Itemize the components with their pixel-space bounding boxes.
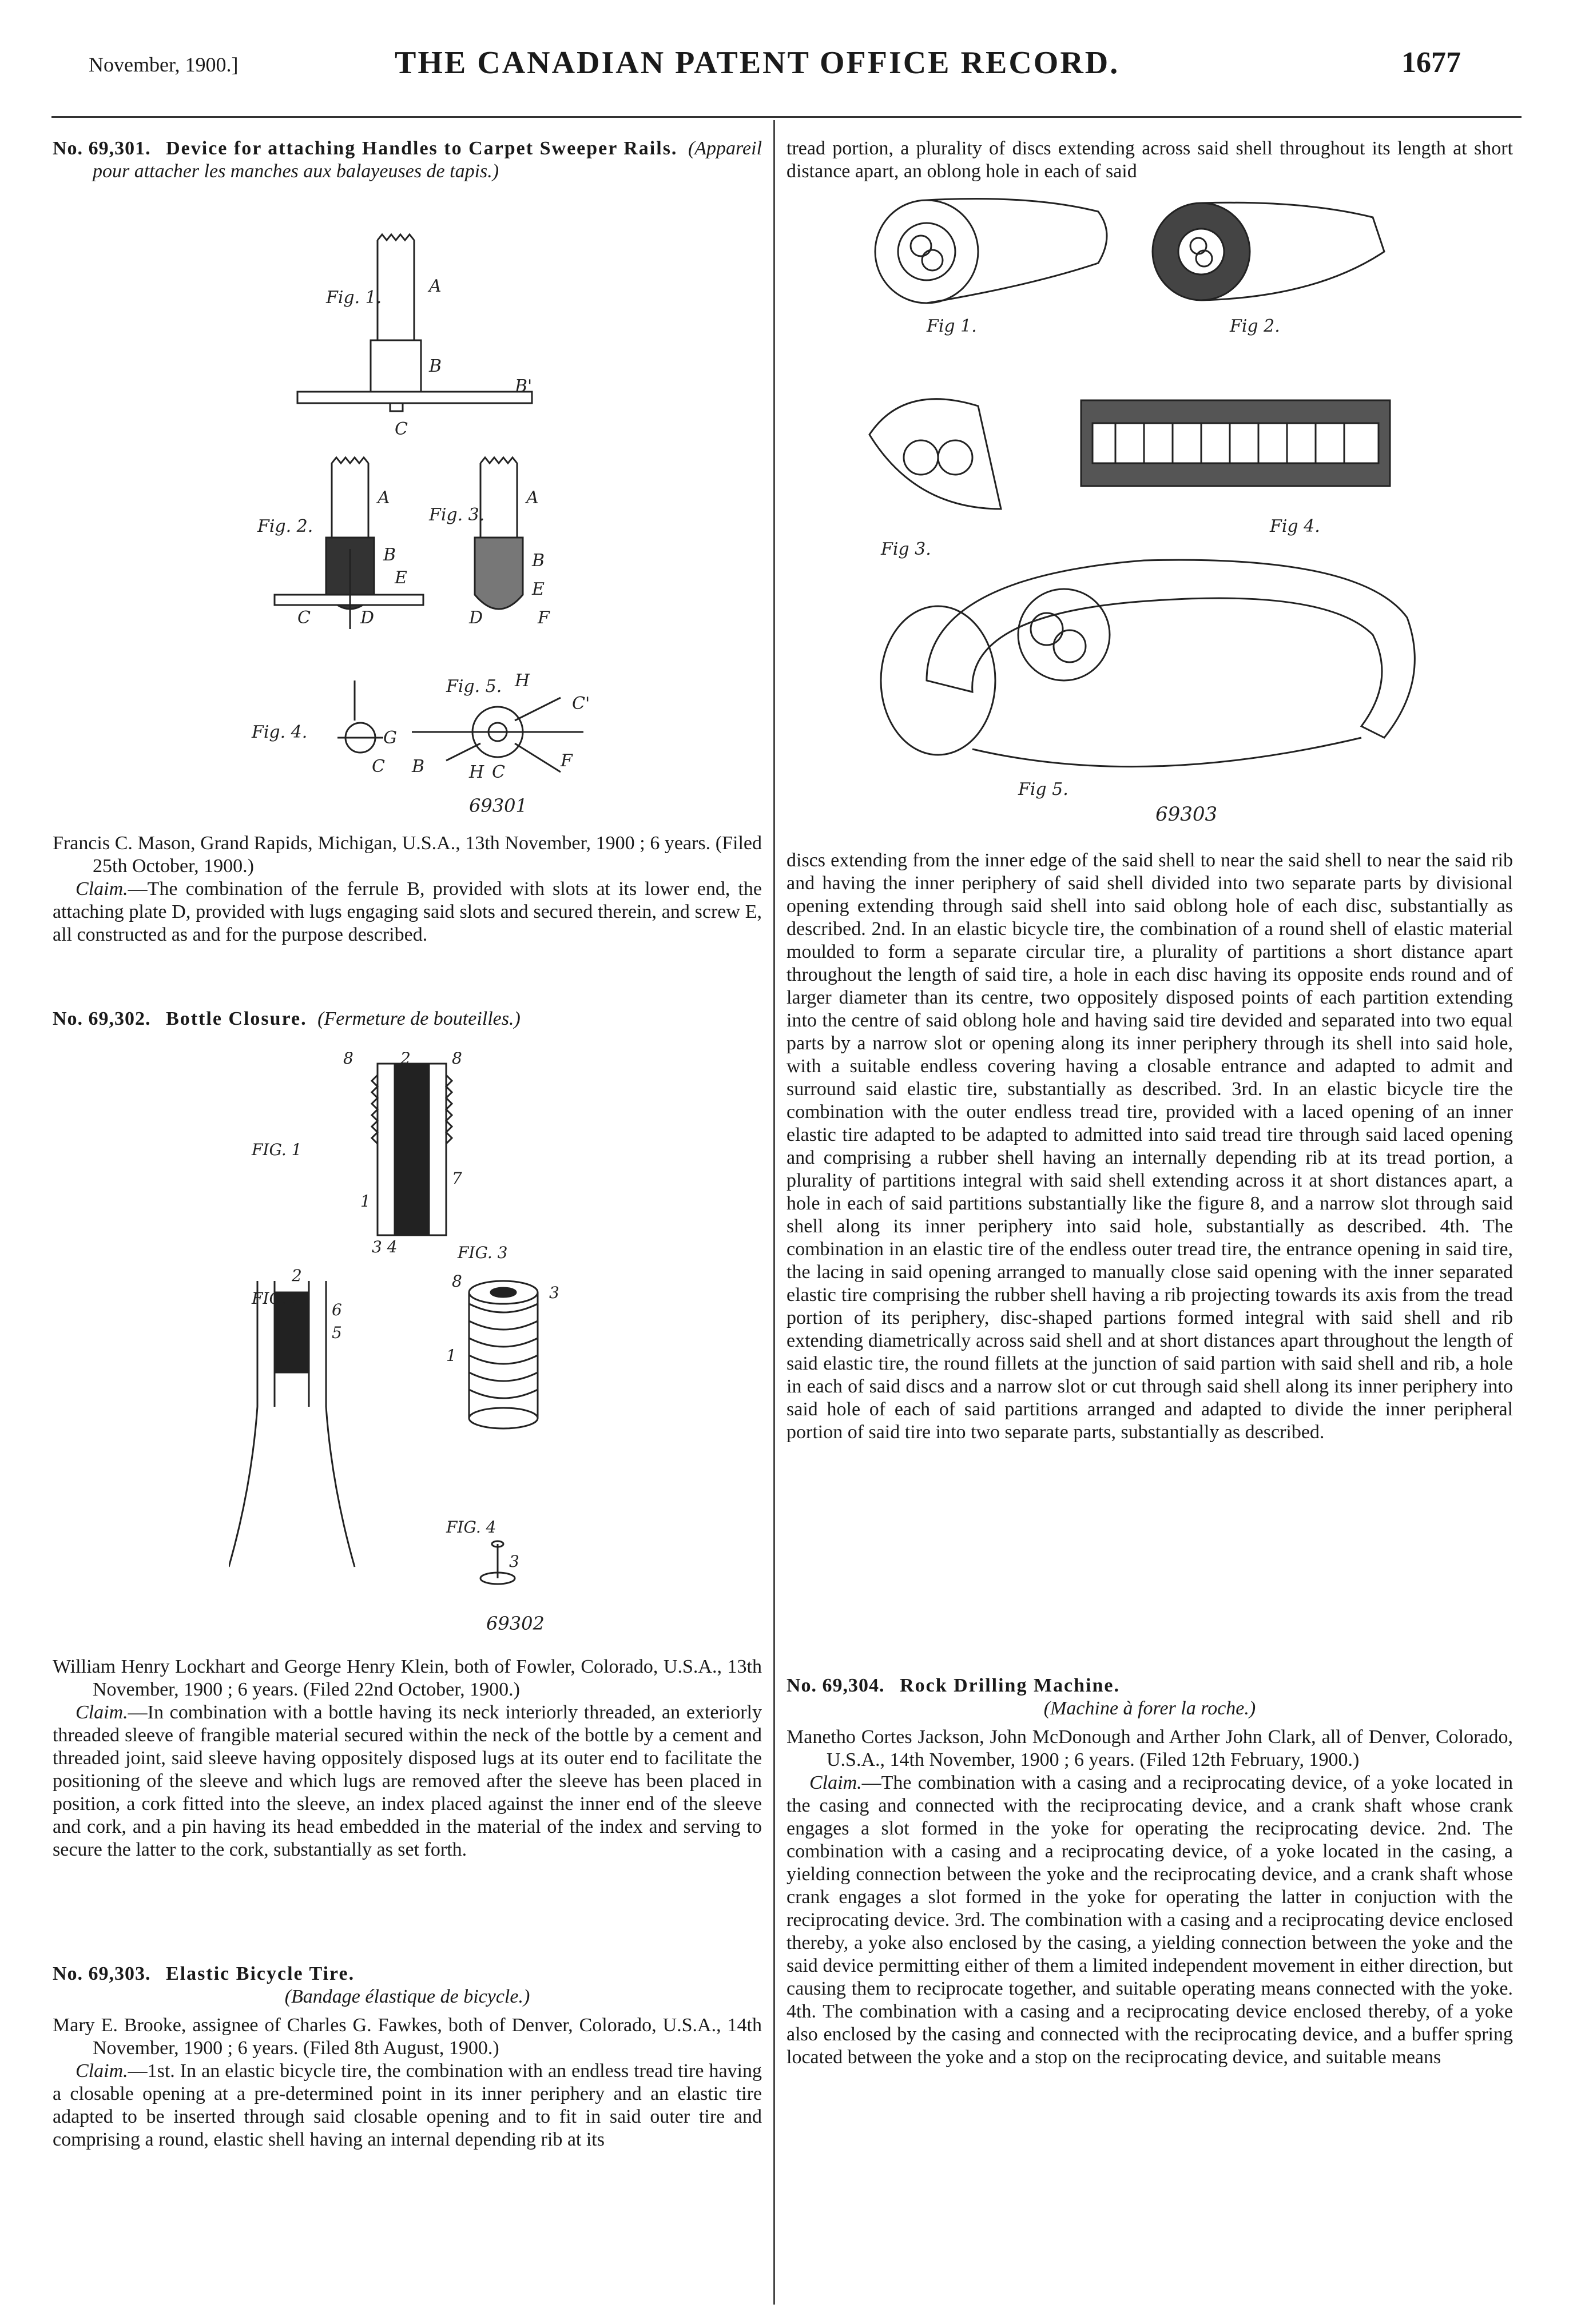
svg-text:B: B — [412, 757, 425, 777]
svg-text:FIG. 3: FIG. 3 — [458, 1243, 508, 1262]
patent-69303-figure — [858, 189, 1447, 829]
patent-69303-claim-continued — [786, 137, 1513, 183]
patent-inventor: Francis C. Mason, Grand Rapids, Michigan, U.S.A., 13th November, 1900 ; 6 years. (Filed 25th October, 1900.) — [53, 833, 762, 877]
patent-french-title: (Machine à forer la roche.) — [1043, 1698, 1256, 1719]
svg-text:C': C' — [572, 694, 590, 714]
header-title: THE CANADIAN PATENT OFFICE RECORD. — [395, 45, 1120, 81]
patent-69303-heading — [53, 1963, 762, 2151]
svg-text:E: E — [395, 568, 407, 588]
patent-title: Bottle Closure. — [166, 1008, 307, 1029]
svg-text:5: 5 — [332, 1323, 342, 1342]
patent-number: No. 69,301. — [53, 138, 151, 159]
svg-text:D: D — [360, 608, 375, 628]
claim-text: —In combination with a bottle having its neck interiorly threaded, an exteriorly threaded sleeve of frangible material secured within the neck of the bottle by a cement and threaded joint, said sleeve having oppositely disposed lugs at its outer end to facilitate the positioning of the sleeve and which lugs are removed after the sleeve has been placed in position, a cork fitted into the sleeve, an index placed against the inner end of the sleeve and cork, and a pin having its head embedded in the material of the index and serving to secure the latter to the cork, substantially as set forth. — [53, 1702, 762, 1860]
bicycle-tire-drawing — [858, 189, 1447, 829]
claim-text: discs extending from the inner edge of the said shell to near the said shell to near the said rib and having the inner periphery of said shell divided into two separate parts by divisional opening extending through said shell into said oblong hole of each disc, substantially as described. 2nd. In an elastic bicycle tire, the combination of a round shell of elastic material moulded to form a separate circular tire, a plurality of partitions a short distance apart throughout the length of said tire, a hole in each disc having its opposite ends round and of larger diameter than its centre, two oppositely disposed points of each partition extending into the centre of said oblong hole and having said tire devided and separated into two equal parts by a narrow slot or opening along its inner periphery through its shell into said hole, with a suitable endless covering having a closable entrance and adapted to admit and surround said elastic tire, substantially as described. 3rd. In an elastic bicycle tire the combination with the outer endless tread tire, provided with a laced opening of an inner elastic tire adapted to be adapted to admitted into said tread tire through said laced opening and comprising a rubber shell having an internally depending rib at its tread portion, a plurality of partitions integral with said shell extending across it at short distances apart, a hole in each of said partitions substantially like the figure 8, and a narrow slot through said shell along its inner periphery into said hole, substantially as described. 4th. The combination in an elastic tire of the endless outer tread tire, the entrance opening in said tire, the lacing in said opening arranged to manually close said opening with the inner separated elastic tire comprising the rubber shell having a rib projecting towards its axis from the tread portion of its periphery, disc-shaped partions formed integral with said shell and rib extending diametrically across said shell and at short distances apart throughout the length of said elastic tire, the round fillets at the junction of said partion with said shell and rib, a hole in each of said discs and a narrow slot or cut through said shell along its inner periphery into said hole of each of said partitions arranged and adapted to divide the inner peripheral portion of said tire into two separate parts, substantially as described. — [786, 850, 1513, 1443]
claim-text: —1st. In an elastic bicycle tire, the combination with an endless tread tire having a closable opening at a pre-determined point in its inner periphery and an elastic tire adapted to be inserted through said closable opening and to fit in said outer tire and comprising a round, elastic shell having an internal depending rib at its — [53, 2060, 762, 2150]
claim-label: Claim. — [76, 1702, 128, 1723]
patent-69301-body — [53, 832, 762, 946]
svg-text:A: A — [526, 488, 539, 508]
svg-text:Fig 2.: Fig 2. — [1230, 316, 1280, 336]
claim-label: Claim. — [809, 1772, 862, 1793]
figure-number: 69303 — [1155, 803, 1218, 826]
svg-text:Fig 5.: Fig 5. — [1018, 779, 1068, 799]
patent-69302-figure — [229, 1052, 629, 1635]
svg-text:Fig. 2.: Fig. 2. — [257, 516, 313, 536]
svg-text:G: G — [383, 728, 397, 748]
figure-number: 69301 — [469, 795, 527, 817]
svg-text:C: C — [492, 762, 505, 782]
patent-french-title: (Fermeture de bouteilles.) — [317, 1008, 521, 1029]
svg-text:8: 8 — [452, 1052, 462, 1068]
patent-claim — [786, 1772, 1513, 2069]
patent-inventor: Mary E. Brooke, assignee of Charles G. Fawkes, both of Denver, Colorado, U.S.A., 14th November, 1900 ; 6 years. (Filed 8th August, 1900.) — [53, 2015, 762, 2059]
svg-text:Fig. 4.: Fig. 4. — [252, 722, 308, 742]
svg-text:2: 2 — [400, 1052, 411, 1068]
svg-text:2: 2 — [292, 1266, 302, 1285]
patent-69302-heading — [53, 1008, 762, 1030]
svg-text:FIG. 2: FIG. 2 — [252, 1289, 302, 1308]
patent-69301-figure — [240, 229, 629, 818]
svg-text:Fig 4.: Fig 4. — [1270, 516, 1320, 536]
claim-text: tread portion, a plurality of discs extending across said shell throughout its length at short distance apart, an oblong hole in each of said — [786, 138, 1513, 182]
claim-label: Claim. — [76, 878, 128, 900]
patent-french-title: (Bandage élastique de bicycle.) — [284, 1986, 530, 2007]
figure-number: 69302 — [486, 1613, 545, 1634]
svg-text:3: 3 — [549, 1283, 559, 1302]
bottle-closure-drawing — [229, 1052, 629, 1635]
svg-text:FIG. 1: FIG. 1 — [252, 1140, 302, 1159]
claim-label: Claim. — [76, 2060, 128, 2082]
header-page-number: 1677 — [1401, 46, 1461, 79]
svg-text:3: 3 — [509, 1552, 519, 1571]
patent-claim — [53, 1701, 762, 1861]
svg-text:H: H — [515, 671, 530, 691]
svg-text:B: B — [383, 545, 396, 565]
patent-claim — [53, 2060, 762, 2151]
svg-text:B: B — [429, 356, 442, 376]
column-divider — [773, 120, 775, 2305]
svg-text:3 4: 3 4 — [372, 1237, 398, 1256]
patent-number: No. 69,302. — [53, 1008, 151, 1029]
svg-text:6: 6 — [332, 1300, 342, 1319]
svg-text:1: 1 — [446, 1346, 456, 1365]
svg-text:C: C — [372, 757, 385, 777]
patent-title: Elastic Bicycle Tire. — [166, 1963, 355, 1984]
fig-label: Fig. 1. — [326, 288, 382, 308]
svg-text:B: B — [532, 551, 545, 571]
claim-text: —The combination with a casing and a reciprocating device, of a yoke located in the casing and connected with the reciprocating device, and a crank shaft whose crank engages a slot formed in the yoke for operating the reciprocating device. 2nd. The combination with a casing and a reciprocating device, of a yoke located in the casing, a yielding connection between the yoke and the reciprocating device, and a crank shaft whose crank engages a slot formed in the yoke for operating the latter in conjuction with the reciprocating device. 3rd. The combination with a casing and a reciprocating device enclosed thereby, a yoke also enclosed by the casing, a yielding connection between the yoke and the said device permitting either of them a limited independent movement in either direction, but causing them to reciprocate together, and suitable operating means connected with the yoke. 4th. The combination with a casing and a reciprocating device enclosed thereby, of a yoke also enclosed by the casing and connected with the reciprocating device, and a buffer spring located between the yoke and a stop on the reciprocating device, and suitable means — [786, 1772, 1513, 2068]
svg-text:FIG. 4: FIG. 4 — [446, 1518, 496, 1537]
svg-text:Fig. 3.: Fig. 3. — [429, 505, 485, 525]
svg-text:Fig. 5.: Fig. 5. — [446, 676, 502, 697]
svg-text:8: 8 — [343, 1052, 353, 1068]
patent-french-title: (Appareil pour attacher les manches aux balayeuses de tapis.) — [93, 138, 762, 182]
patent-number: No. 69,303. — [53, 1963, 151, 1984]
patent-number: No. 69,304. — [786, 1675, 885, 1696]
svg-text:1: 1 — [360, 1192, 371, 1211]
svg-text:H: H — [469, 762, 484, 782]
svg-text:F: F — [538, 608, 550, 628]
handle-device-drawing — [240, 229, 629, 818]
patent-69303-claim-continued-2 — [786, 849, 1513, 1444]
patent-69301-heading — [53, 137, 762, 183]
patent-inventor: Manetho Cortes Jackson, John McDonough and Arther John Clark, all of Denver, Colorado, U.S.A., 14th November, 1900 ; 6 years. (Filed 12th February, 1900.) — [786, 1726, 1513, 1770]
patent-69302-body — [53, 1656, 762, 1861]
svg-text:7: 7 — [452, 1169, 462, 1188]
patent-claim — [53, 878, 762, 946]
svg-text:Fig 3.: Fig 3. — [881, 539, 931, 559]
header-date: November, 1900.] — [89, 53, 239, 76]
header-rule — [51, 116, 1522, 118]
patent-69304-heading — [786, 1674, 1513, 2069]
svg-text:A: A — [429, 276, 442, 296]
patent-inventor: William Henry Lockhart and George Henry Klein, both of Fowler, Colorado, U.S.A., 13th November, 1900 ; 6 years. (Filed 22nd October, 1900.) — [53, 1656, 762, 1700]
svg-text:Fig 1.: Fig 1. — [927, 316, 977, 336]
svg-text:A: A — [378, 488, 390, 508]
claim-text: —The combination of the ferrule B, provided with slots at its lower end, the attaching plate D, provided with lugs engaging said slots and secured therein, and screw E, all constructed as and for the purpose described. — [53, 878, 762, 945]
svg-text:F: F — [561, 751, 573, 771]
svg-text:C: C — [395, 419, 408, 439]
patent-title: Rock Drilling Machine. — [900, 1675, 1120, 1696]
svg-text:C: C — [297, 608, 311, 628]
patent-title: Device for attaching Handles to Carpet Sweeper Rails. — [166, 138, 678, 159]
svg-text:8: 8 — [452, 1272, 462, 1291]
svg-text:D: D — [469, 608, 483, 628]
svg-text:E: E — [532, 579, 545, 599]
svg-text:B': B' — [515, 376, 533, 396]
